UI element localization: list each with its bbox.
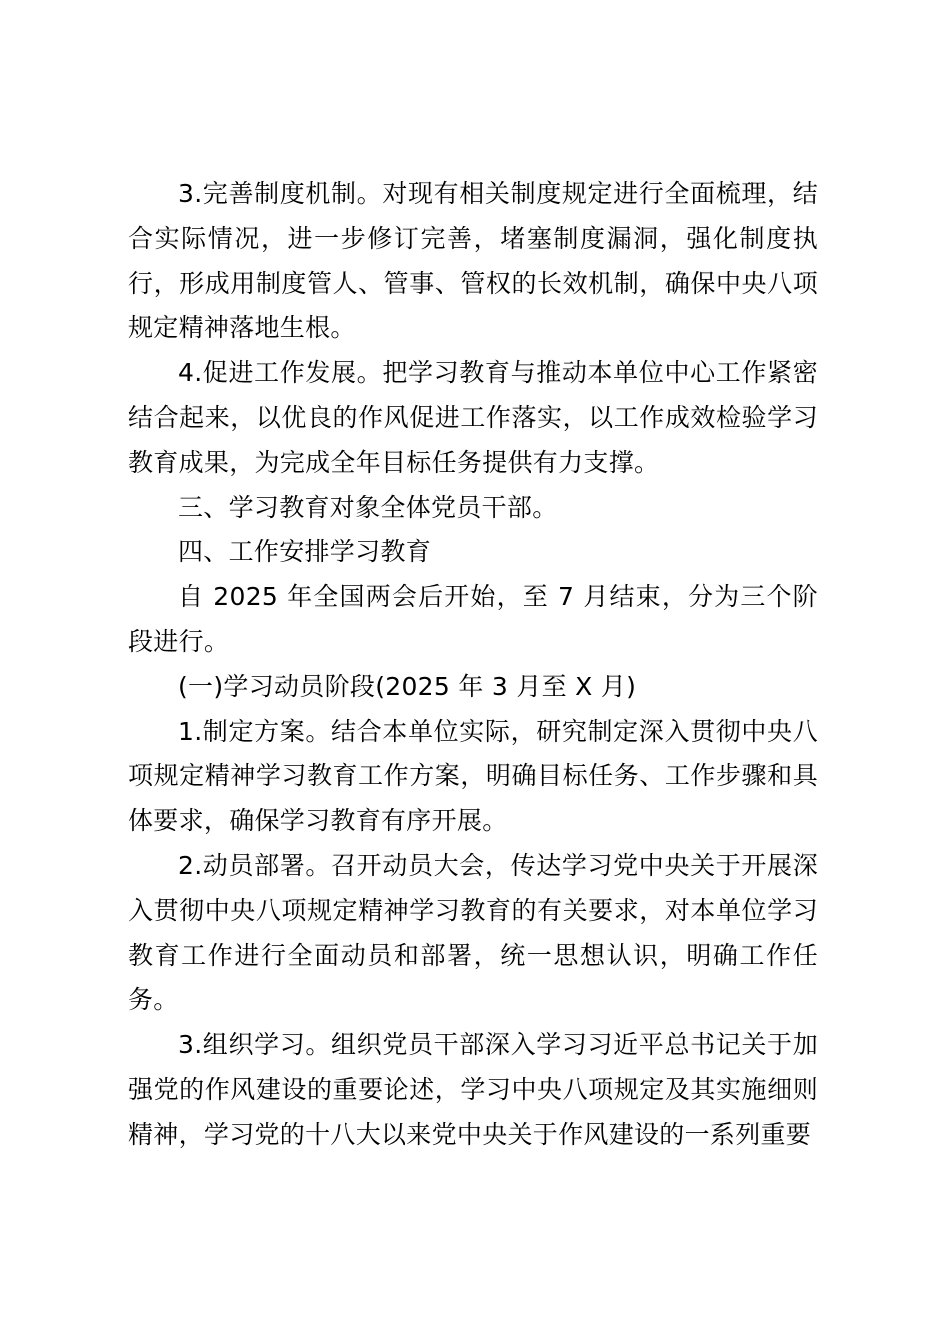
section-heading-target: 三、学习教育对象全体党员干部。	[178, 492, 558, 522]
paragraph-improve-system: 3.完善制度机制。对现有相关制度规定进行全面梳理，结合实际情况，进一步修订完善，堵塞制度漏洞，强化制度执行，形成用制度管人、管事、管权的长效机制，确保中央八项规定精神落地生根。	[128, 179, 818, 343]
paragraph-formulate-plan: 1.制定方案。结合本单位实际，研究制定深入贯彻中央八项规定精神学习教育工作方案，明确目标任务、工作步骤和具体要求，确保学习教育有序开展。	[128, 716, 818, 836]
document-body	[128, 172, 818, 1158]
paragraph-promote-work: 4.促进工作发展。把学习教育与推动本单位中心工作紧密结合起来，以优良的作风促进工作落实，以工作成效检验学习教育成果，为完成全年目标任务提供有力支撑。	[128, 358, 818, 477]
section-heading-arrangement: 四、工作安排学习教育	[178, 537, 432, 567]
subsection-heading-mobilization: (一)学习动员阶段(2025 年 3 月至 X 月)	[178, 671, 637, 701]
paragraph-mobilize-deploy: 2.动员部署。召开动员大会，传达学习党中央关于开展深入贯彻中央八项规定精神学习教育的有关要求，对本单位学习教育工作进行全面动员和部署，统一思想认识，明确工作任务。	[128, 850, 818, 1015]
paragraph-schedule: 自 2025 年全国两会后开始，至 7 月结束，分为三个阶段进行。	[128, 582, 818, 656]
paragraph-organize-study: 3.组织学习。组织党员干部深入学习习近平总书记关于加强党的作风建设的重要论述，学习中央八项规定及其实施细则精神，学习党的十八大以来党中央关于作风建设的一系列重要	[128, 1030, 818, 1149]
